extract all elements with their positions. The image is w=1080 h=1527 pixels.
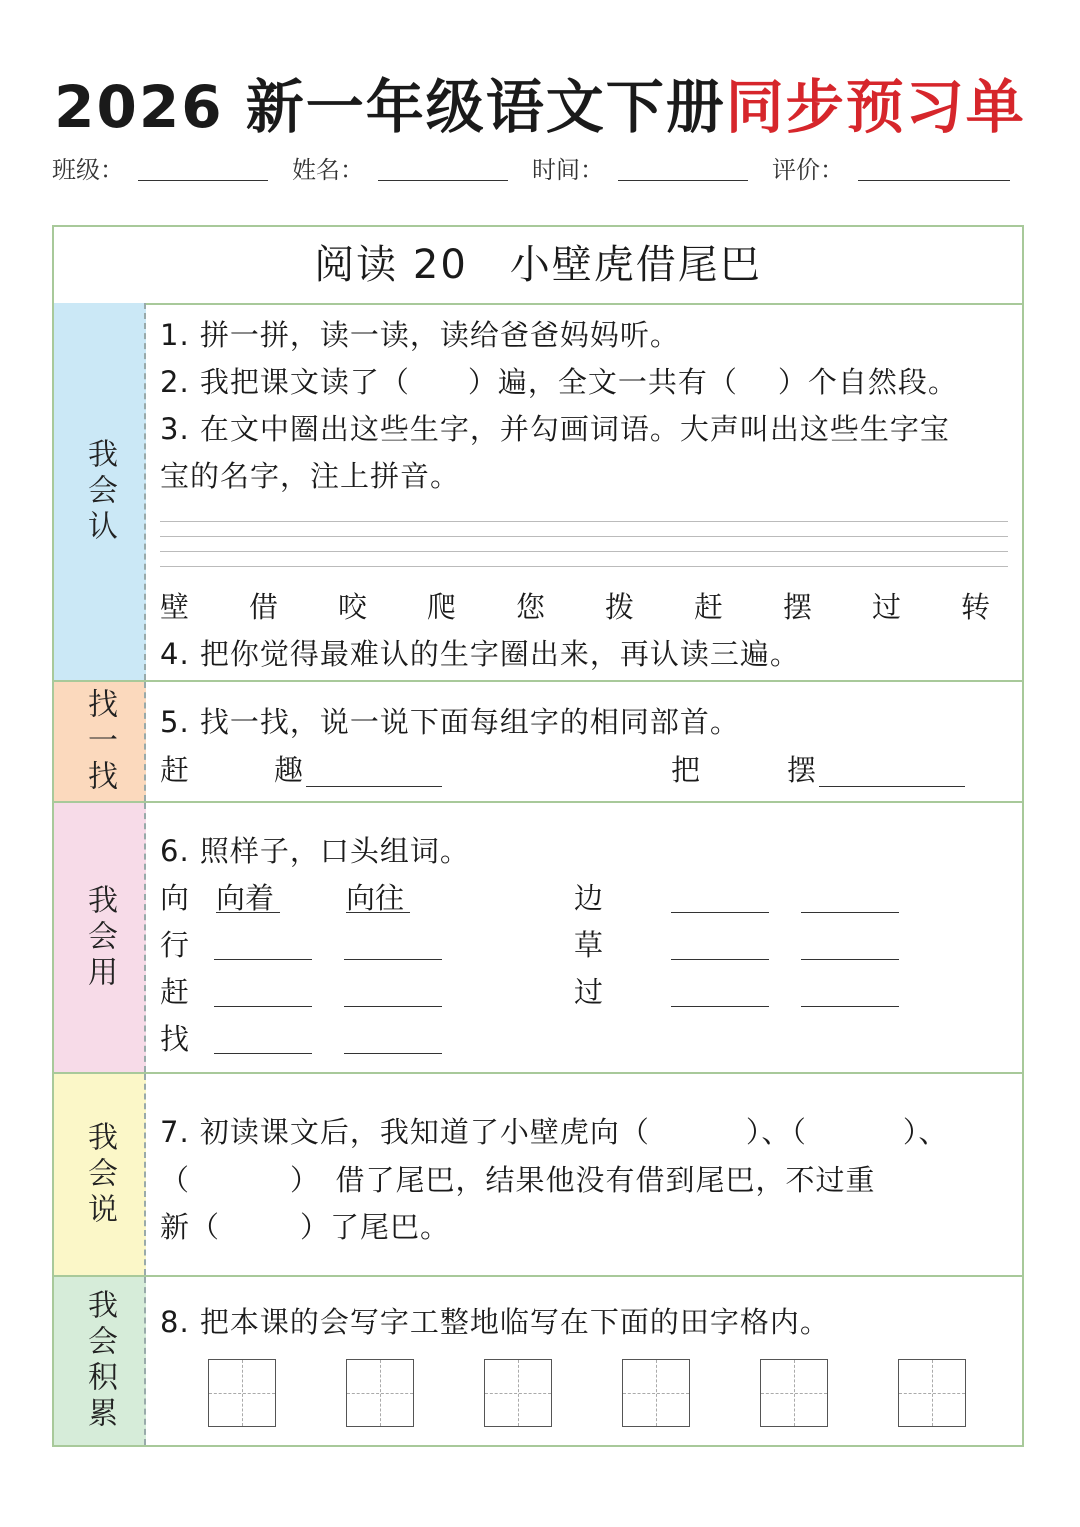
example-word: 向着 [216,881,275,915]
answer-blank[interactable] [671,959,769,960]
time-field[interactable] [618,180,748,181]
char-item: 借 [249,590,279,624]
example-underline [216,912,280,913]
section-label: 我会用 [54,803,146,1072]
word-char: 赶 [160,975,190,1009]
question-7-end: 新（ ）了尾巴。 [160,1210,451,1244]
evaluation-field[interactable] [858,180,1010,181]
word-char: 行 [160,928,190,962]
answer-blank[interactable] [344,1053,442,1054]
pinyin-line[interactable] [160,536,1008,537]
word-char: 向 [160,881,190,915]
page-title [0,72,1080,142]
worksheet-table [52,225,1024,1447]
example-word: 向往 [346,881,405,915]
char-item: 爬 [427,590,457,624]
tianzige-box[interactable] [208,1359,276,1427]
section-label: 找一找 [54,682,146,801]
question-8: 8. 把本课的会写字工整地临写在下面的田字格内。 [160,1305,830,1339]
title-highlight: 同步预习单 [725,73,1026,141]
tianzige-box[interactable] [898,1359,966,1427]
section-label: 我会认 [54,303,146,680]
char-item: 摆 [783,590,813,624]
pinyin-line[interactable] [160,521,1008,522]
name-field[interactable] [378,180,508,181]
section-accumulate [54,1277,1022,1445]
example-underline [346,912,410,913]
section-find [54,682,1022,803]
answer-blank[interactable] [344,959,442,960]
word-char: 边 [574,881,604,915]
student-info-row [52,150,1028,190]
class-label: 班级： [52,156,124,184]
answer-blank[interactable] [671,1006,769,1007]
word-char: 过 [574,975,604,1009]
question-7-cont: （ ） 借了尾巴，结果他没有借到尾巴，不过重 [160,1163,876,1197]
question-3: 3. 在文中圈出这些生字，并勾画词语。大声叫出这些生字宝 [160,412,950,446]
answer-blank[interactable] [344,1006,442,1007]
evaluation-label: 评价： [772,156,844,184]
question-1: 1. 拼一拼，读一读，读给爸爸妈妈听。 [160,318,680,352]
answer-blank[interactable] [801,1006,899,1007]
char-item: 赶 [694,590,724,624]
tianzige-box[interactable] [346,1359,414,1427]
question-3-cont: 宝的名字，注上拼音。 [160,459,461,493]
section-label: 我会说 [54,1074,146,1275]
section-label: 我会积累 [54,1277,146,1445]
tianzige-box[interactable] [760,1359,828,1427]
tianzige-box[interactable] [622,1359,690,1427]
char-item: 拨 [605,590,635,624]
question-7: 7. 初读课文后，我知道了小壁虎向（ ）、（ ）、 [160,1115,949,1149]
answer-blank[interactable] [819,786,965,787]
answer-blank[interactable] [671,912,769,913]
pinyin-line[interactable] [160,551,1008,552]
radical-char: 赶 [160,753,190,787]
radical-char: 摆 [787,753,817,787]
title-main: 2026 新一年级语文下册 [54,73,726,141]
time-label: 时间： [532,156,604,184]
section-say [54,1074,1022,1277]
char-item: 壁 [160,590,190,624]
lesson-title: 阅读 20 小壁虎借尾巴 [54,227,1022,305]
answer-blank[interactable] [214,1006,312,1007]
tianzige-box[interactable] [484,1359,552,1427]
answer-blank[interactable] [214,959,312,960]
radical-char: 把 [671,753,701,787]
char-item: 您 [516,590,546,624]
char-item: 转 [961,590,991,624]
word-char: 草 [574,928,604,962]
question-4: 4. 把你觉得最难认的生字圈出来，再认读三遍。 [160,637,800,671]
section-use [54,803,1022,1074]
pinyin-line[interactable] [160,566,1008,567]
radical-char: 趣 [274,753,304,787]
char-item: 咬 [338,590,368,624]
section-recognize [54,303,1022,682]
answer-blank[interactable] [214,1053,312,1054]
question-2: 2. 我把课文读了（ ）遍，全文一共有（ ）个自然段。 [160,365,958,399]
word-char: 找 [160,1022,190,1056]
answer-blank[interactable] [801,912,899,913]
question-6: 6. 照样子，口头组词。 [160,834,470,868]
answer-blank[interactable] [306,786,442,787]
question-5: 5. 找一找，说一说下面每组字的相同部首。 [160,705,740,739]
class-field[interactable] [138,180,268,181]
char-item: 过 [872,590,902,624]
answer-blank[interactable] [801,959,899,960]
name-label: 姓名： [292,156,364,184]
